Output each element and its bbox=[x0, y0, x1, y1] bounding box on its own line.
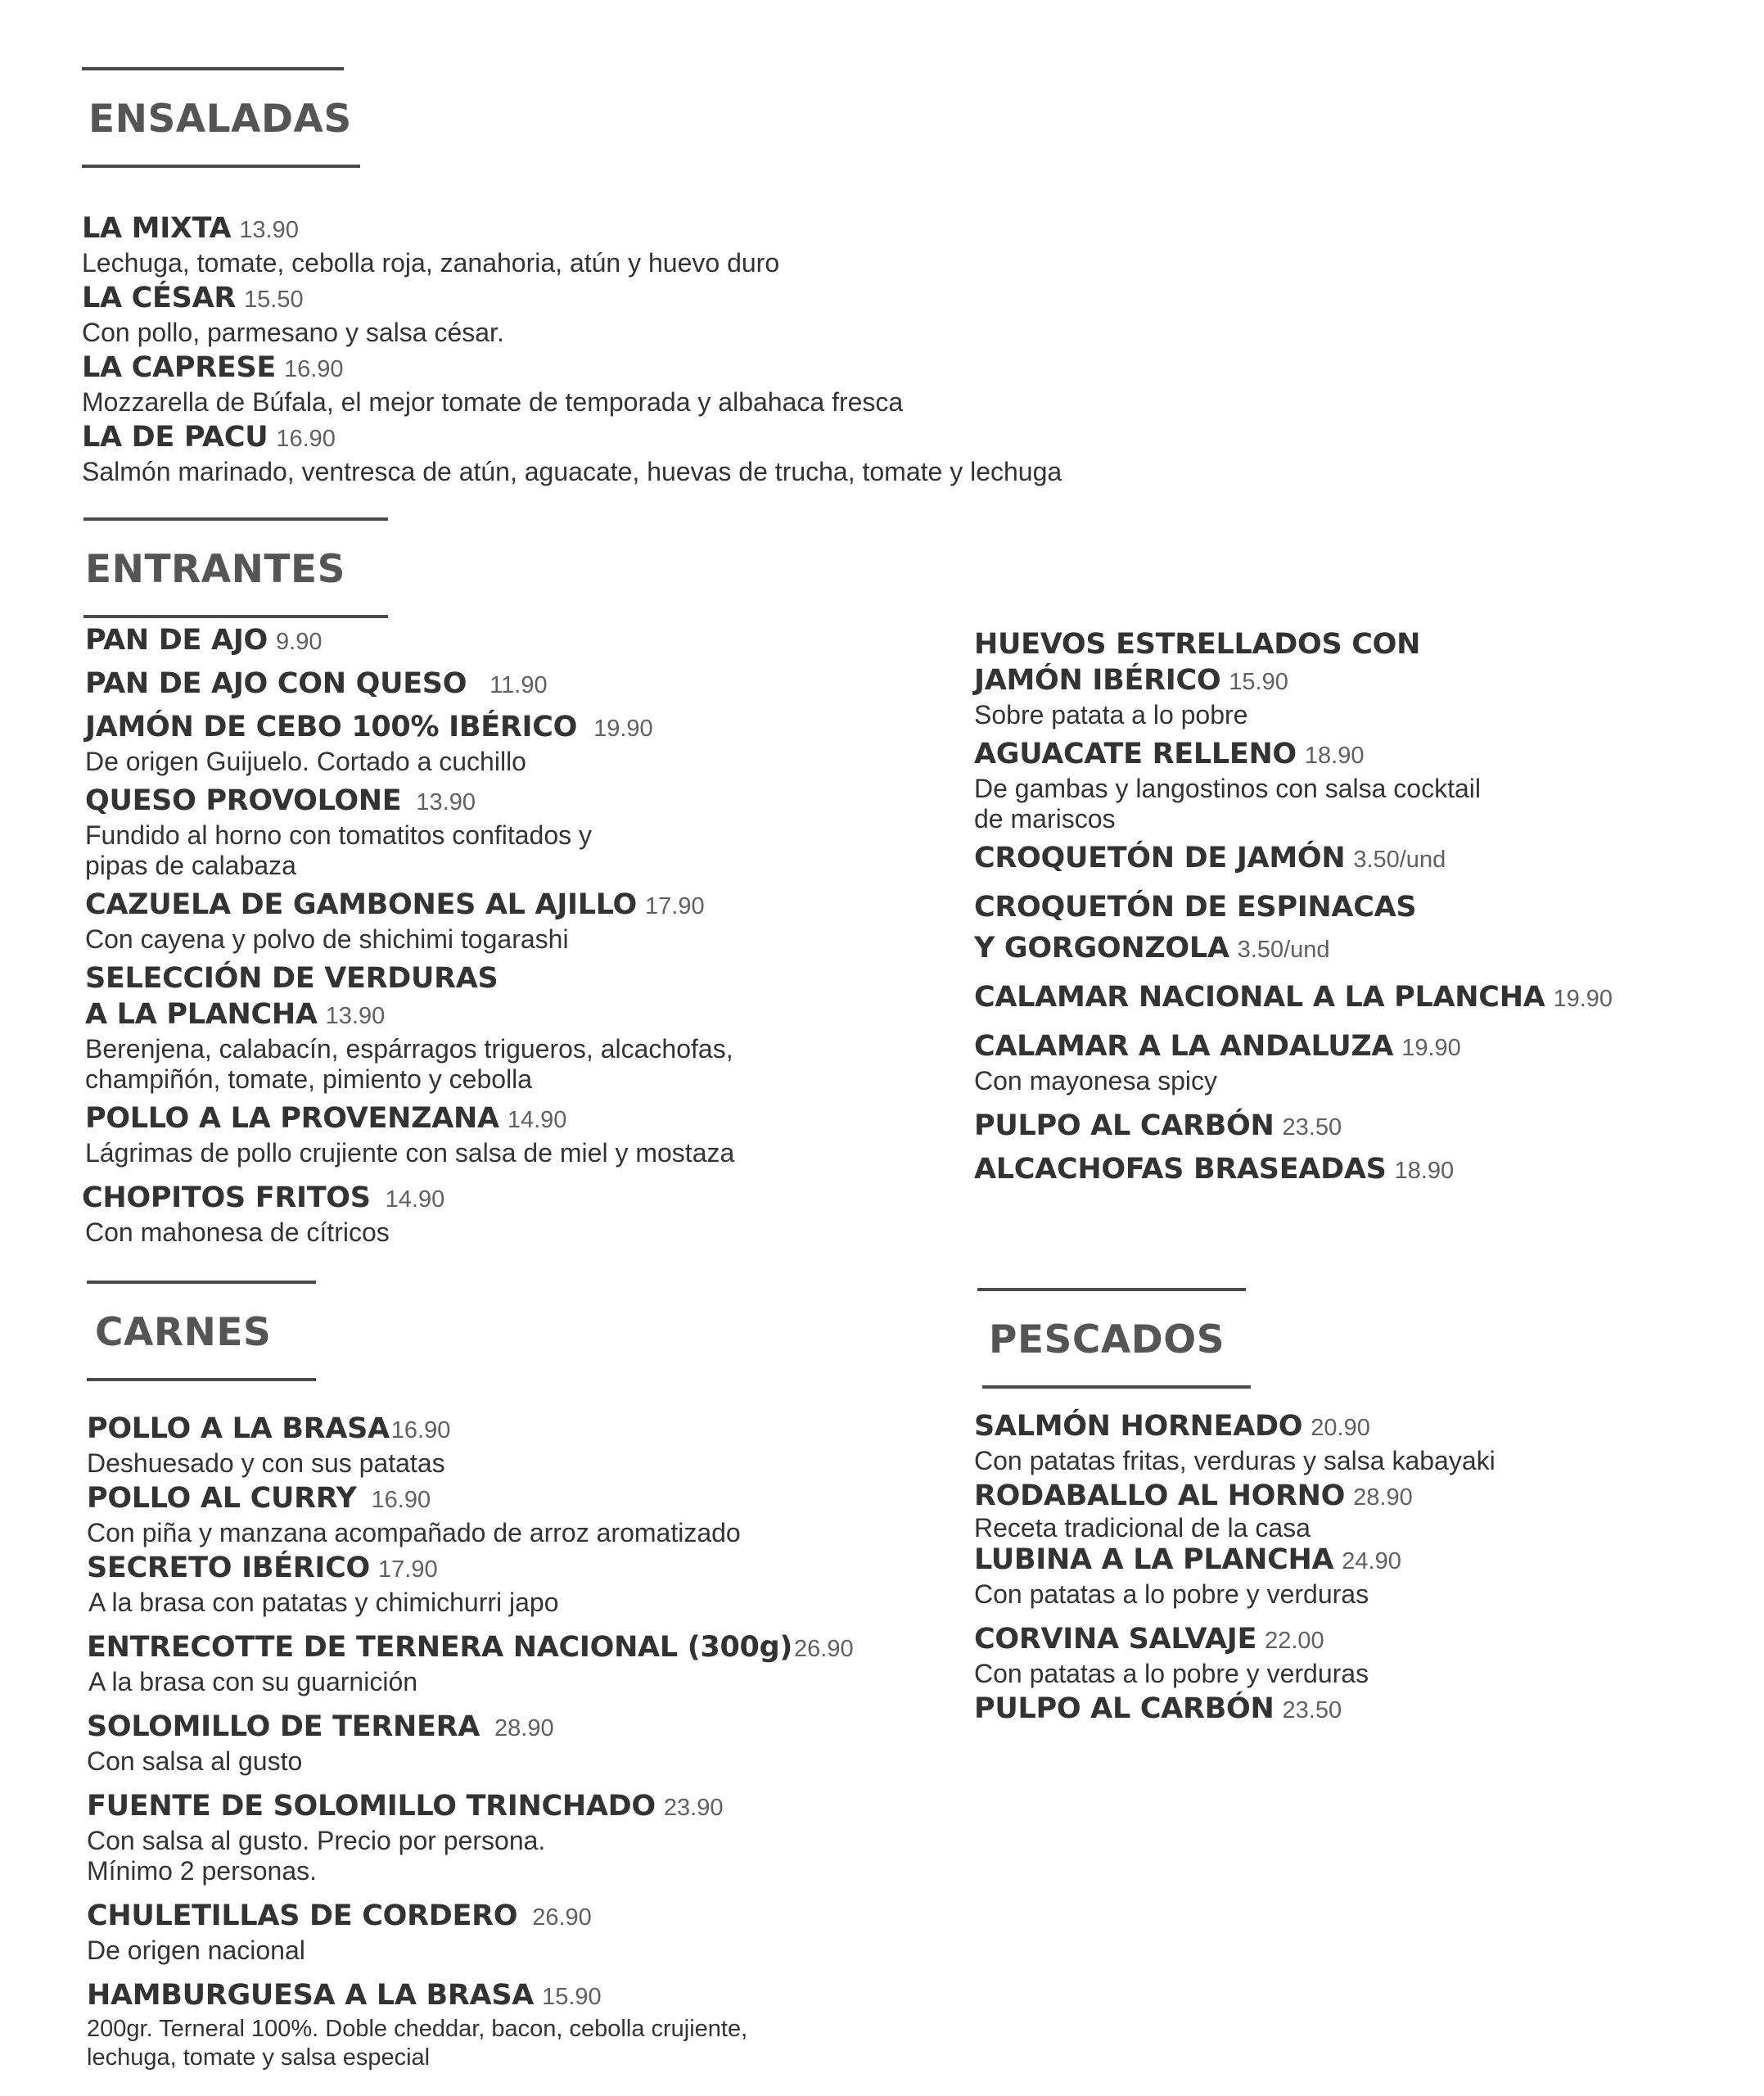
menu-item bbox=[82, 419, 1310, 487]
item-description-line2: de mariscos bbox=[974, 804, 1116, 833]
item-description: Con patatas a lo pobre y verduras bbox=[974, 1579, 1369, 1609]
item-price: 16.90 bbox=[283, 356, 344, 382]
heading-rule-top bbox=[82, 67, 344, 70]
item-name: RODABALLO AL HORNO bbox=[974, 1479, 1346, 1512]
menu-item bbox=[974, 1621, 1747, 1689]
item-price: 16.90 bbox=[276, 426, 336, 452]
item-description: Mozzarella de Búfala, el mejor tomate de temporada y albahaca fresca bbox=[82, 387, 904, 417]
item-name: PULPO AL CARBÓN bbox=[974, 1109, 1275, 1142]
item-description-line2: lechuga, tomate y salsa especial bbox=[87, 2044, 431, 2071]
menu-item bbox=[974, 979, 1744, 1017]
menu-item bbox=[87, 1977, 938, 2072]
item-price: 15.90 bbox=[542, 1984, 602, 2010]
menu-list bbox=[82, 210, 1310, 487]
menu-list bbox=[87, 1411, 938, 2072]
item-description: De origen Guijuelo. Cortado a cuchillo bbox=[85, 747, 526, 776]
item-description: Con patatas a lo pobre y verduras bbox=[974, 1659, 1369, 1688]
item-price: 13.90 bbox=[416, 789, 476, 815]
section-ensaladas bbox=[82, 67, 1310, 489]
menu-item bbox=[85, 887, 904, 955]
section-title: PESCADOS bbox=[989, 1317, 1225, 1362]
item-price: 14.90 bbox=[385, 1186, 445, 1213]
item-description: A la brasa con su guarnición bbox=[88, 1667, 418, 1696]
item-description: Fundido al horno con tomatitos confitados y bbox=[85, 820, 593, 850]
item-name: LA DE PACU bbox=[82, 421, 268, 454]
item-name: CAZUELA DE GAMBONES AL AJILLO bbox=[85, 888, 637, 921]
item-description: Lechuga, tomate, cebolla roja, zanahoria, atún y huevo duro bbox=[82, 248, 780, 278]
menu-item bbox=[87, 1709, 938, 1777]
item-price: 19.90 bbox=[593, 716, 653, 742]
item-name: PAN DE AJO bbox=[85, 624, 268, 657]
menu-item bbox=[82, 350, 1310, 418]
item-name: CHOPITOS FRITOS bbox=[82, 1181, 371, 1214]
item-price: 17.90 bbox=[645, 893, 705, 919]
entrantes-right-column bbox=[974, 626, 1744, 1195]
menu-item bbox=[85, 709, 904, 777]
item-description: Con pollo, parmesano y salsa césar. bbox=[82, 318, 504, 347]
item-description: Deshuesado y con sus patatas bbox=[87, 1448, 445, 1478]
item-description: Con salsa al gusto. Precio por persona. bbox=[87, 1826, 546, 1855]
item-name: PULPO AL CARBÓN bbox=[974, 1692, 1275, 1725]
item-name: ENTRECOTTE DE TERNERA NACIONAL (300g) bbox=[87, 1631, 793, 1664]
item-price: 28.90 bbox=[494, 1715, 554, 1741]
item-name: CORVINA SALVAJE bbox=[974, 1623, 1257, 1656]
item-name: LUBINA A LA PLANCHA bbox=[974, 1543, 1334, 1576]
item-price: 9.90 bbox=[276, 629, 323, 655]
menu-item bbox=[974, 840, 1744, 878]
item-name: CHULETILLAS DE CORDERO bbox=[87, 1900, 518, 1932]
item-description: De origen nacional bbox=[87, 1936, 305, 1965]
section-title: CARNES bbox=[95, 1310, 272, 1355]
menu-item bbox=[87, 1411, 938, 1479]
section-pescados bbox=[974, 1288, 1747, 1734]
item-name: SOLOMILLO DE TERNERA bbox=[87, 1710, 480, 1743]
heading-rule-bottom bbox=[82, 165, 360, 168]
item-description: Receta tradicional de la casa bbox=[974, 1513, 1311, 1543]
item-price: 14.90 bbox=[507, 1107, 567, 1133]
item-name: POLLO A LA BRASA bbox=[87, 1412, 390, 1445]
item-description: Con piña y manzana acompañado de arroz aromatizado bbox=[87, 1518, 741, 1547]
item-name: CROQUETÓN DE JAMÓN bbox=[974, 842, 1346, 874]
menu-item bbox=[974, 626, 1744, 730]
item-description: Con mahonesa de cítricos bbox=[85, 1217, 390, 1247]
section-title: ENSALADAS bbox=[88, 97, 352, 142]
item-name: CALAMAR NACIONAL A LA PLANCHA bbox=[974, 981, 1545, 1014]
menu-item bbox=[87, 1629, 938, 1697]
item-price: 13.90 bbox=[325, 1003, 386, 1029]
item-price: 3.50/und bbox=[1237, 937, 1330, 963]
item-price: 15.50 bbox=[244, 287, 304, 313]
menu-item bbox=[82, 280, 1310, 348]
item-price: 11.90 bbox=[489, 672, 548, 698]
menu-item bbox=[974, 736, 1744, 834]
item-name: CROQUETÓN DE ESPINACAS bbox=[974, 891, 1417, 924]
item-price: 13.90 bbox=[239, 217, 299, 243]
item-price: 15.90 bbox=[1229, 669, 1288, 695]
item-description: Con mayonesa spicy bbox=[974, 1066, 1218, 1095]
menu-item bbox=[974, 1151, 1744, 1189]
menu-item bbox=[87, 1898, 938, 1966]
item-name: CALAMAR A LA ANDALUZA bbox=[974, 1030, 1394, 1063]
item-price: 19.90 bbox=[1553, 986, 1613, 1012]
item-description: Lágrimas de pollo crujiente con salsa de miel y mostaza bbox=[85, 1138, 735, 1168]
item-price: 16.90 bbox=[390, 1417, 451, 1443]
menu-item bbox=[974, 1108, 1744, 1145]
item-price: 28.90 bbox=[1353, 1484, 1413, 1511]
item-price: 23.90 bbox=[663, 1795, 724, 1821]
item-price: 19.90 bbox=[1401, 1035, 1461, 1061]
item-name: LA CAPRESE bbox=[82, 351, 276, 384]
item-name: LA MIXTA bbox=[82, 212, 232, 245]
item-description: Con cayena y polvo de shichimi togarashi bbox=[85, 924, 569, 954]
menu-item bbox=[974, 1478, 1747, 1543]
menu-item bbox=[87, 1480, 938, 1548]
item-description-line2: champiñón, tomate, pimiento y cebolla bbox=[85, 1064, 533, 1094]
section-carnes bbox=[87, 1281, 938, 2078]
item-description: Con patatas fritas, verduras y salsa kabayaki bbox=[974, 1446, 1496, 1475]
item-price: 23.50 bbox=[1282, 1697, 1342, 1723]
item-name-line2: A LA PLANCHA bbox=[85, 998, 318, 1031]
item-description: De gambas y langostinos con salsa cocktail bbox=[974, 774, 1481, 803]
item-name-line2: Y GORGONZOLA bbox=[974, 932, 1229, 964]
item-price: 26.90 bbox=[532, 1904, 592, 1931]
item-price: 24.90 bbox=[1342, 1548, 1401, 1574]
item-price: 3.50/und bbox=[1353, 847, 1446, 873]
item-description-line2: pipas de calabaza bbox=[85, 851, 296, 880]
heading-rule-top bbox=[83, 517, 388, 521]
item-description: Sobre patata a lo pobre bbox=[974, 700, 1248, 730]
item-description: Berenjena, calabacín, espárragos trigueros, alcachofas, bbox=[85, 1034, 733, 1064]
item-name: HAMBURGUESA A LA BRASA bbox=[87, 1979, 535, 2012]
menu-item bbox=[974, 1028, 1744, 1096]
menu-item bbox=[974, 1408, 1747, 1476]
item-price: 20.90 bbox=[1311, 1415, 1370, 1441]
heading-rule-bottom bbox=[982, 1385, 1251, 1389]
item-name: LA CÉSAR bbox=[82, 282, 237, 314]
item-description-line2: Mínimo 2 personas. bbox=[87, 1856, 318, 1886]
item-name: SECRETO IBÉRICO bbox=[87, 1552, 370, 1584]
item-name: QUESO PROVOLONE bbox=[85, 784, 402, 817]
menu-item bbox=[974, 1542, 1747, 1610]
item-price: 16.90 bbox=[371, 1487, 431, 1513]
menu-item bbox=[87, 1550, 938, 1618]
item-description: Salmón marinado, ventresca de atún, aguacate, huevas de trucha, tomate y lechuga bbox=[82, 457, 1062, 486]
item-name: HUEVOS ESTRELLADOS CON bbox=[974, 628, 1421, 661]
item-description: A la brasa con patatas y chimichurri japo bbox=[88, 1588, 559, 1617]
menu-item bbox=[85, 783, 904, 881]
menu-item bbox=[85, 666, 904, 703]
menu-item bbox=[87, 1788, 938, 1886]
section-entrantes-header bbox=[83, 517, 411, 618]
item-name: ALCACHOFAS BRASEADAS bbox=[974, 1153, 1387, 1186]
item-name: POLLO AL CURRY bbox=[87, 1482, 357, 1515]
menu-list bbox=[974, 1408, 1747, 1728]
item-name: JAMÓN DE CEBO 100% IBÉRICO bbox=[85, 711, 578, 743]
menu-item bbox=[85, 622, 904, 660]
item-name: POLLO A LA PROVENZANA bbox=[85, 1102, 499, 1135]
menu-item bbox=[85, 960, 904, 1095]
item-price: 18.90 bbox=[1394, 1158, 1455, 1184]
item-description: 200gr. Terneral 100%. Doble cheddar, bacon, cebolla crujiente, bbox=[87, 2016, 748, 2042]
heading-rule-bottom bbox=[87, 1378, 316, 1381]
item-price: 17.90 bbox=[378, 1556, 438, 1583]
section-title: ENTRANTES bbox=[85, 547, 345, 592]
menu-item bbox=[82, 1180, 904, 1248]
item-name: AGUACATE RELLENO bbox=[974, 738, 1297, 770]
menu-item bbox=[974, 889, 1744, 968]
item-price: 22.00 bbox=[1265, 1628, 1324, 1654]
item-price: 23.50 bbox=[1282, 1114, 1342, 1141]
heading-rule-top bbox=[977, 1288, 1246, 1291]
menu-item bbox=[85, 1100, 904, 1168]
entrantes-left-column bbox=[82, 622, 904, 1254]
menu-item bbox=[82, 210, 1310, 278]
item-price: 18.90 bbox=[1304, 743, 1365, 769]
item-name: SALMÓN HORNEADO bbox=[974, 1410, 1303, 1443]
item-name-line2: JAMÓN IBÉRICO bbox=[974, 664, 1221, 697]
item-name: SELECCIÓN DE VERDURAS bbox=[85, 962, 499, 995]
heading-rule-bottom bbox=[83, 615, 388, 618]
heading-rule-top bbox=[87, 1281, 316, 1284]
item-description: Con salsa al gusto bbox=[87, 1746, 303, 1776]
item-name: PAN DE AJO CON QUESO bbox=[85, 667, 467, 700]
menu-item bbox=[974, 1691, 1747, 1728]
item-name: FUENTE DE SOLOMILLO TRINCHADO bbox=[87, 1790, 656, 1823]
item-price: 26.90 bbox=[794, 1636, 854, 1662]
